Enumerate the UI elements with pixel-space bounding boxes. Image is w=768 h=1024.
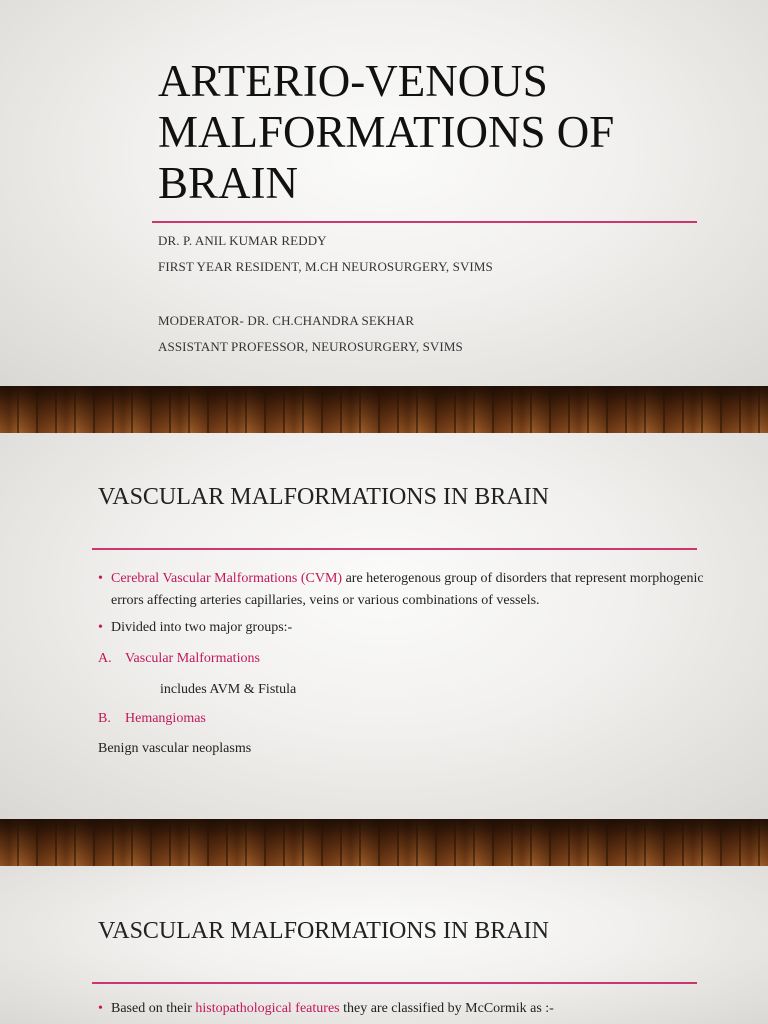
- presenter-role: FIRST YEAR RESIDENT, M.CH NEUROSURGERY, SVIMS: [158, 259, 493, 274]
- classification-pre: Based on their: [111, 1001, 196, 1016]
- bullet-classification: [98, 1001, 731, 1017]
- group-b-note: Benign vascular neoplasms: [98, 741, 252, 756]
- bullet-icon: •: [98, 571, 103, 586]
- group-b-text: Hemangiomas: [125, 711, 206, 726]
- bullet-cvm-definition: [98, 568, 731, 612]
- bullet-icon: •: [98, 620, 103, 635]
- group-b: [98, 711, 206, 727]
- classification-term: histopathological features: [195, 1001, 340, 1016]
- slide-2-title: VASCULAR MALFORMATIONS IN BRAIN: [98, 484, 549, 510]
- group-a-text: Vascular Malformations: [125, 651, 260, 666]
- title-divider: [152, 221, 697, 223]
- cvm-description: are heterogenous group of disorders that represent morphogenic errors affecting arteries capillaries, veins or various combinations of vessels.: [111, 571, 704, 608]
- moderator-role: ASSISTANT PROFESSOR, NEUROSURGERY, SVIMS: [158, 339, 463, 354]
- slide-3-title: VASCULAR MALFORMATIONS IN BRAIN: [98, 918, 549, 944]
- group-a-note: includes AVM & Fistula: [160, 682, 297, 697]
- group-a-label: A.: [98, 651, 112, 666]
- title-divider: [92, 982, 697, 984]
- group-b-label: B.: [98, 711, 111, 726]
- cvm-term: Cerebral Vascular Malformations (CVM): [111, 571, 343, 586]
- wood-floor-divider: [0, 386, 768, 433]
- classification-post: they are classified by McCormik as :-: [339, 1001, 554, 1016]
- group-a: [98, 651, 260, 667]
- bullet-icon: •: [98, 1001, 103, 1016]
- presenter-name: DR. P. ANIL KUMAR REDDY: [158, 233, 327, 248]
- groups-text: Divided into two major groups:-: [111, 620, 293, 635]
- slide-1-title: ARTERIO-VENOUS MALFORMATIONS OF BRAIN: [158, 56, 615, 208]
- bullet-groups: [98, 620, 292, 636]
- title-divider: [92, 548, 697, 550]
- wood-floor-divider: [0, 819, 768, 866]
- moderator-name: MODERATOR- DR. CH.CHANDRA SEKHAR: [158, 313, 415, 328]
